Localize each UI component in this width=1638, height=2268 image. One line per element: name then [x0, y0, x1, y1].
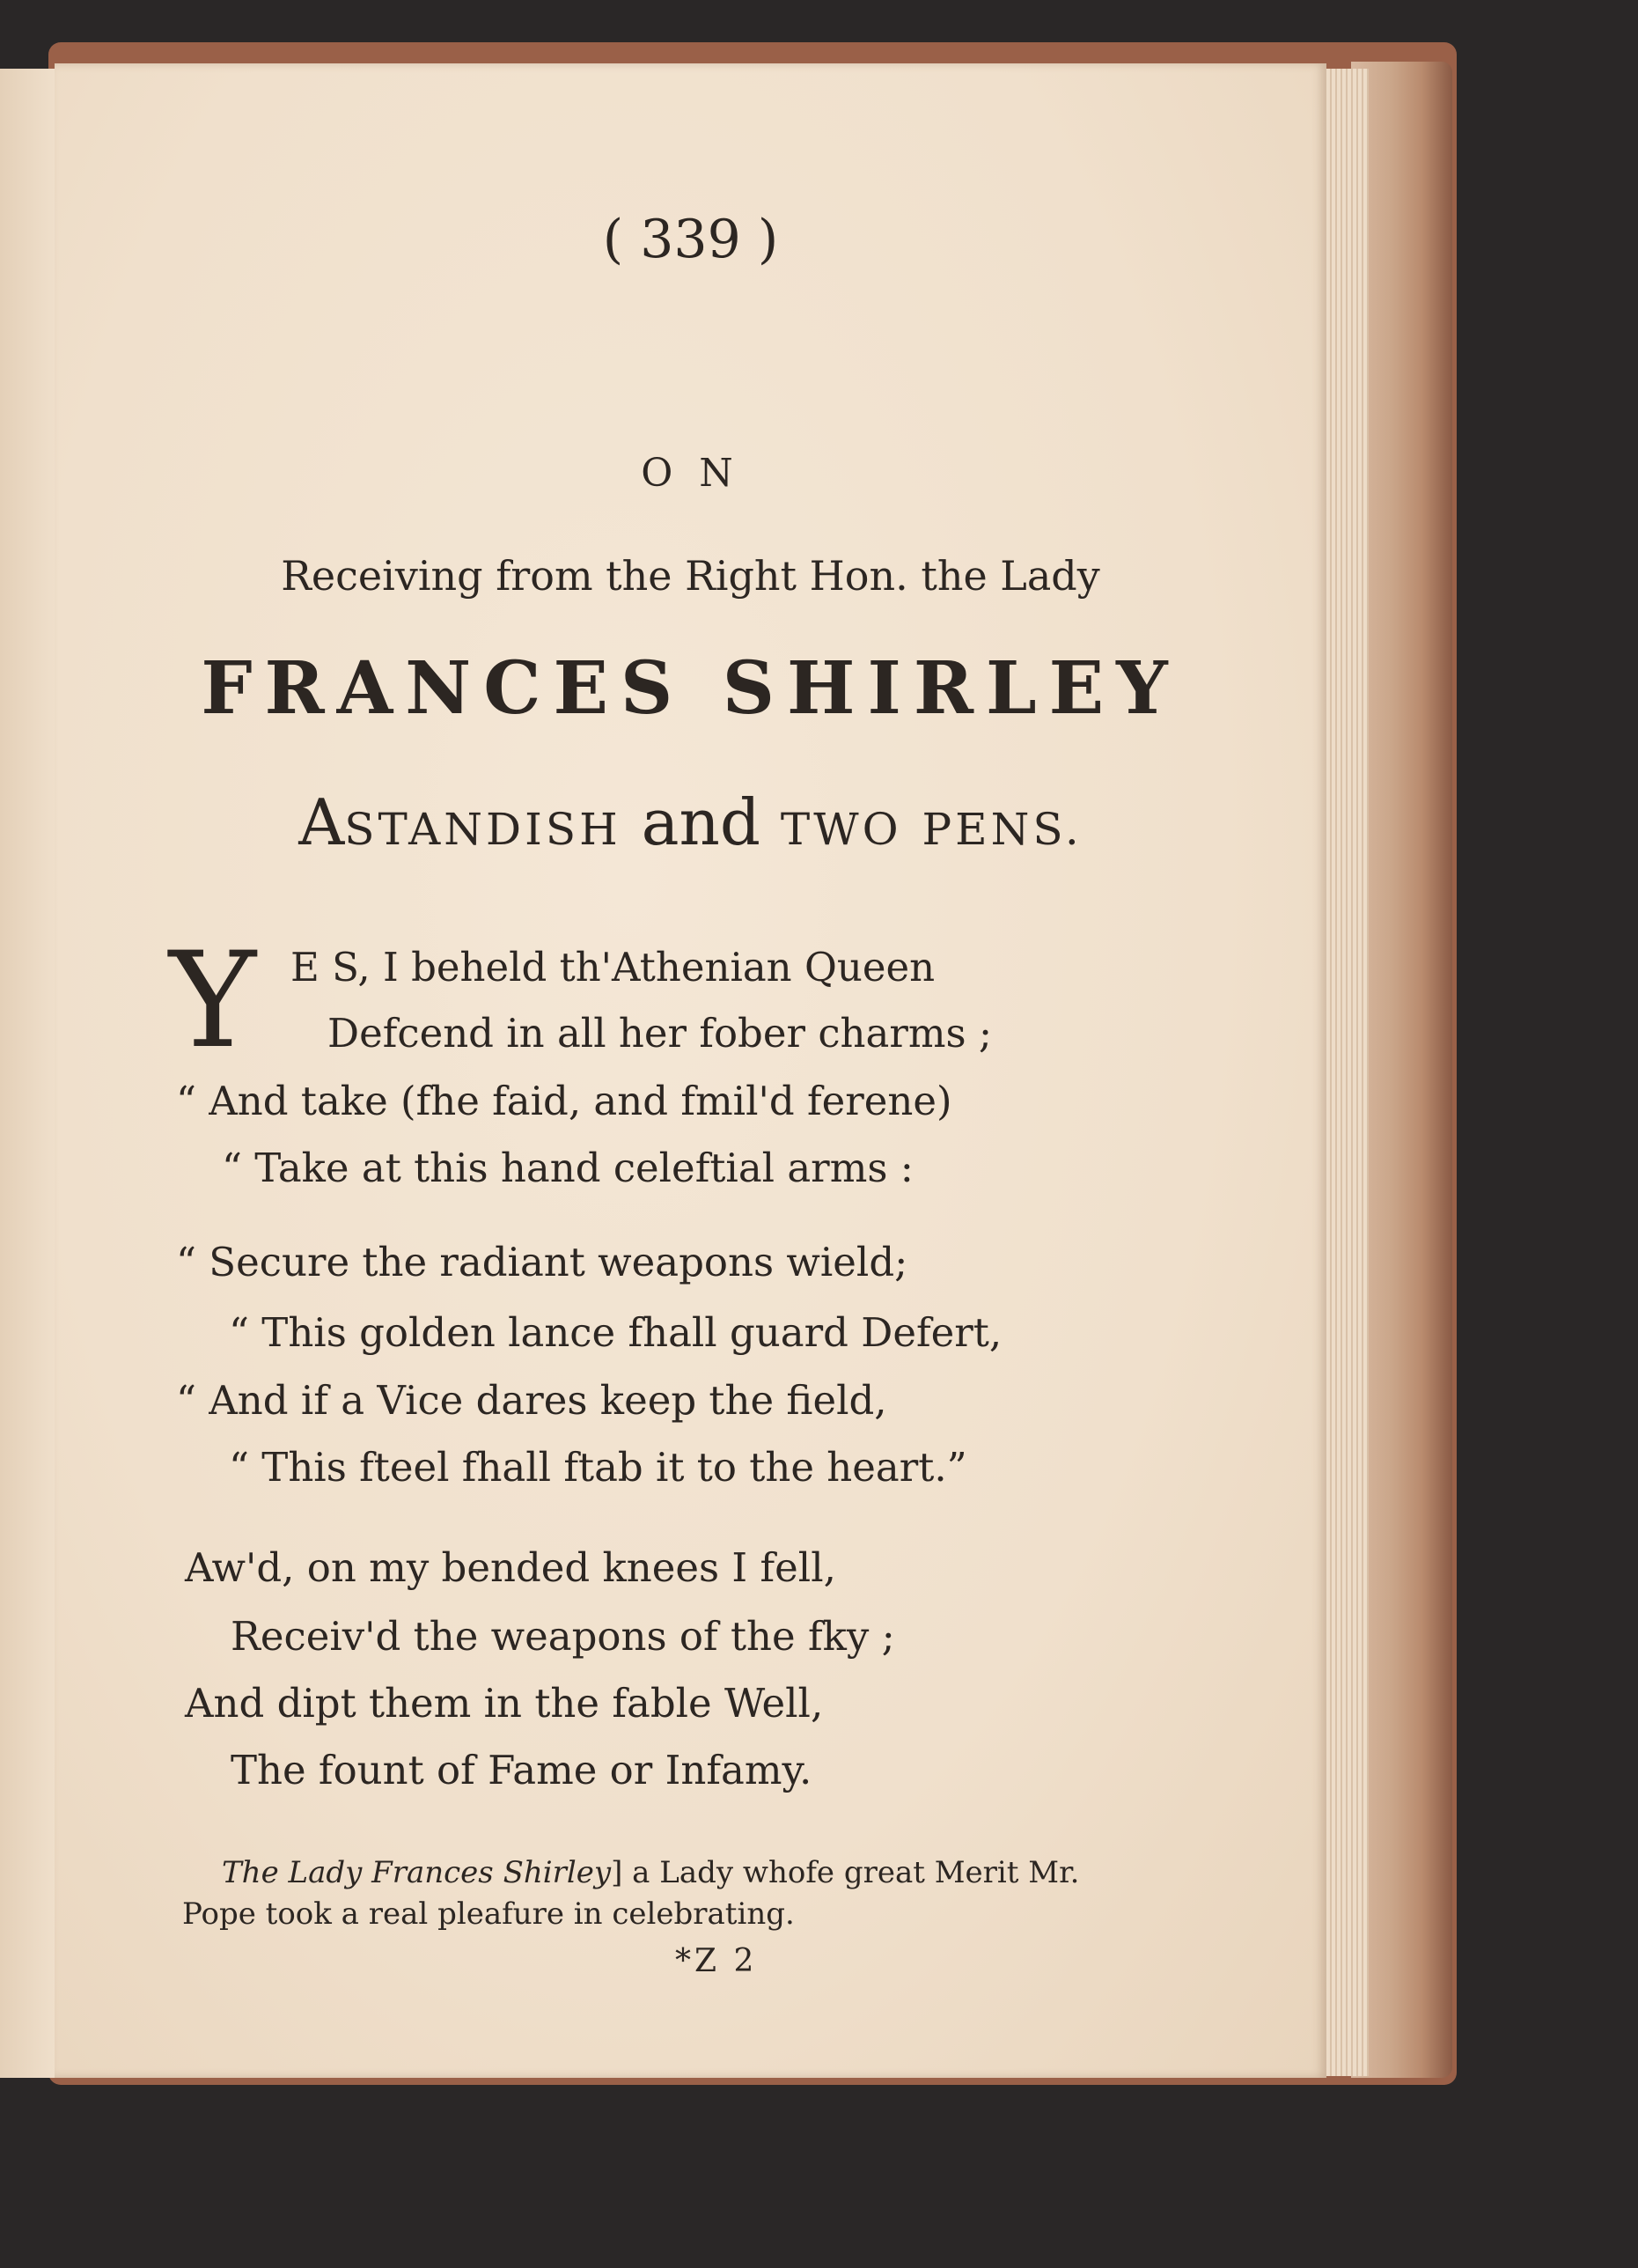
heading-name: FRANCES SHIRLEY: [201, 646, 1180, 731]
heading-receiving: Receiving from the Right Hon. the Lady: [281, 552, 1100, 600]
poem-line: Aw'd, on my bended knees I fell,: [185, 1544, 836, 1591]
facing-page-edge: [0, 69, 55, 2078]
heading-gift: [55, 785, 1326, 859]
heading-gift-standish: STANDISH: [344, 804, 621, 855]
poem-line: Defcend in all her fober charms ;: [327, 1010, 993, 1057]
poem-line: “ This fteel fhall ftab it to the heart.”: [229, 1444, 967, 1491]
poem-line: “ And if a Vice dares keep the field,: [176, 1377, 887, 1424]
footnote-line-1: [222, 1855, 1079, 1890]
poem-line: “ Secure the radiant weapons wield;: [176, 1239, 908, 1285]
poem-line: “ This golden lance fhall guard Defert,: [229, 1309, 1003, 1356]
signature-mark: *Z 2: [675, 1943, 758, 1979]
poem-line: And dipt them in the fable Well,: [185, 1680, 824, 1727]
poem-line: Receiv'd the weapons of the fky ;: [231, 1613, 895, 1660]
heading-gift-a: A: [298, 785, 345, 859]
book-page: [55, 63, 1326, 2078]
heading-gift-pens: PENS.: [922, 804, 1083, 855]
drop-cap: Y: [169, 924, 257, 1078]
poem-line: The fount of Fame or Infamy.: [231, 1747, 812, 1793]
heading-gift-and: and: [641, 785, 760, 859]
poem-line: E S, I beheld th'Athenian Queen: [290, 944, 936, 990]
heading-on: O N: [641, 451, 740, 496]
poem-line: “ Take at this hand celeftial arms :: [222, 1145, 914, 1191]
heading-gift-two: TWO: [780, 804, 902, 855]
page-number: ( 339 ): [602, 209, 779, 270]
poem-line: “ And take (fhe faid, and fmil'd ferene): [176, 1078, 952, 1124]
footnote-line-2: Pope took a real pleafure in celebrating.: [182, 1896, 795, 1932]
footnote-rest: ] a Lady whofe great Merit Mr.: [611, 1855, 1080, 1890]
footnote-italic: The Lady Frances Shirley: [222, 1855, 612, 1890]
